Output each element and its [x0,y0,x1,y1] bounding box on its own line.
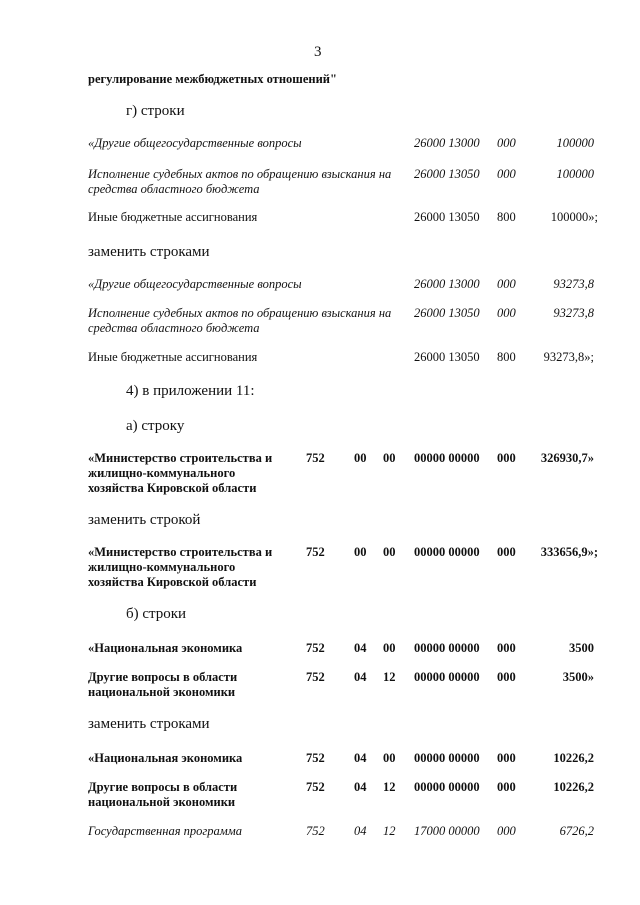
table-row-code: 00000 00000 [414,641,480,655]
table-row-code: 26000 13050 [414,210,480,224]
table-row-rz: 04 [354,641,367,655]
table-row-sum: 10226,2 [553,751,594,765]
table-row-sum: 6726,2 [559,824,594,838]
table-row-code: 26000 13050 [414,167,480,181]
table-row-name: Другие вопросы в области национальной экономики [88,780,238,809]
table-row-vid: 000 [497,277,516,291]
table-row-rz: 00 [354,451,367,465]
table-row-name: «Министерство строительства и жилищно-коммунального хозяйства Кировской области [88,451,273,495]
table-row-sum: 326930,7» [540,451,594,465]
table-row-name: «Министерство строительства и жилищно-коммунального хозяйства Кировской области [88,545,273,589]
page-number: 3 [314,44,322,60]
replace-line: заменить строкой [88,512,201,528]
table-row-name: «Другие общегосударственные вопросы [88,277,302,291]
table-row-vid: 000 [497,780,516,794]
table-row-vid: 000 [497,306,516,320]
table-row-name: Государственная программа [88,824,242,838]
table-row-pr: 00 [383,751,396,765]
table-row-ved: 752 [306,641,325,655]
table-row-code: 26000 13050 [414,306,480,320]
table-row-ved: 752 [306,670,325,684]
table-row-rz: 04 [354,824,367,838]
table-row-name: Исполнение судебных актов по обращению взыскания на средства областного бюджета [88,306,392,335]
table-row-vid: 000 [497,670,516,684]
table-row-code: 26000 13000 [414,136,480,150]
table-row-sum: 3500» [562,670,594,684]
table-row-pr: 00 [383,451,396,465]
table-row-sum: 93273,8»; [543,350,594,364]
table-row-code: 00000 00000 [414,670,480,684]
table-row-name: «Национальная экономика [88,751,243,765]
item-4: 4) в приложении 11: [126,383,255,399]
table-row-name: Исполнение судебных актов по обращению взыскания на средства областного бюджета [88,167,392,196]
table-row-sum: 3500 [569,641,594,655]
table-row-sum: 100000 [556,136,594,150]
table-row-pr: 12 [383,780,396,794]
table-row-sum: 93273,8 [553,277,594,291]
subitem-b: б) строки [126,606,187,622]
table-row-ved: 752 [306,824,325,838]
table-row-code: 00000 00000 [414,751,480,765]
table-row-rz: 04 [354,751,367,765]
table-row-vid: 000 [497,641,516,655]
table-row-pr: 00 [383,641,396,655]
table-row-name: Другие вопросы в области национальной экономики [88,670,238,699]
table-row-pr: 12 [383,670,396,684]
table-row-vid: 000 [497,167,516,181]
table-row-pr: 12 [383,824,396,838]
table-row-code: 00000 00000 [414,545,480,559]
table-row-sum: 10226,2 [553,780,594,794]
table-row-vid: 000 [497,451,516,465]
table-row-sum: 333656,9»; [540,545,598,559]
table-row-vid: 800 [497,350,516,364]
table-row-ved: 752 [306,751,325,765]
table-row-ved: 752 [306,451,325,465]
table-row-sum: 100000 [556,167,594,181]
table-row-code: 00000 00000 [414,780,480,794]
table-row-vid: 800 [497,210,516,224]
table-row-name: Иные бюджетные ассигнования [88,210,258,224]
table-row-ved: 752 [306,780,325,794]
table-row-name: Иные бюджетные ассигнования [88,350,258,364]
table-row-code: 26000 13000 [414,277,480,291]
table-row-vid: 000 [497,545,516,559]
table-row-pr: 00 [383,545,396,559]
replace-lines-1: заменить строками [88,244,210,260]
table-row-code: 26000 13050 [414,350,480,364]
table-row-sum: 93273,8 [553,306,594,320]
table-row-code: 17000 00000 [414,824,480,838]
subitem-a: а) строку [126,418,185,434]
table-row-name: «Другие общегосударственные вопросы [88,136,302,150]
table-row-vid: 000 [497,824,516,838]
table-row-sum: 100000»; [550,210,598,224]
table-row-rz: 00 [354,545,367,559]
table-row-name: «Национальная экономика [88,641,243,655]
table-row-vid: 000 [497,751,516,765]
table-row-rz: 04 [354,780,367,794]
table-row-rz: 04 [354,670,367,684]
table-row-vid: 000 [497,136,516,150]
subitem-g: г) строки [126,103,185,119]
header-line: регулирование межбюджетных отношений" [88,72,337,86]
table-row-ved: 752 [306,545,325,559]
table-row-code: 00000 00000 [414,451,480,465]
replace-lines-2: заменить строками [88,716,210,732]
